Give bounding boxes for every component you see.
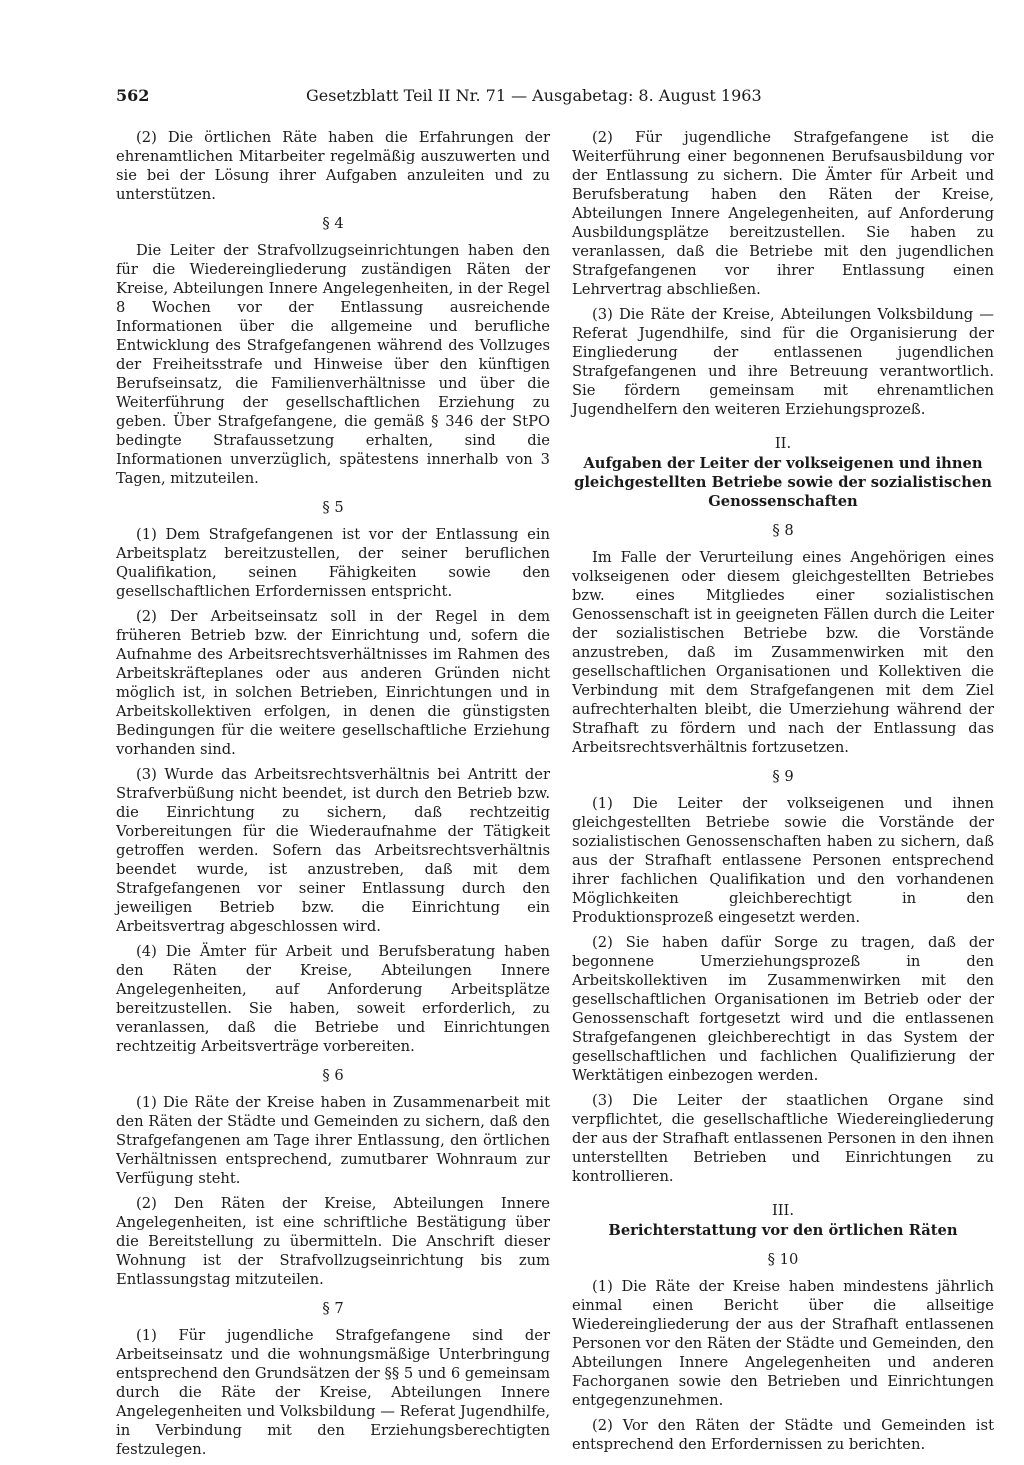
page-header [116, 86, 796, 105]
paragraph-s9-2: (2) Sie haben dafür Sorge zu tragen, daß der begonnene Umerziehungsprozeß in den Arbeitskollektiven im Zusammenwirken mit den gesellschaftlichen Organisationen im Betrieb oder der Genossenschaft fortgesetzt wird und die entlassenen Strafgefangenen gleichberechtigt in das System der gesellschaftlichen und fachlichen Qualifizierung der Werktätigen einbezogen werden. [572, 934, 994, 1084]
part-number-3: III. [771, 1202, 795, 1219]
part-title-3: Berichterstattung vor den örtlichen Räten [608, 1222, 958, 1239]
paragraph-s10-2: (2) Vor den Räten der Städte und Gemeinden ist entsprechend den Erfordernissen zu berichten. [572, 1417, 994, 1453]
left-column [116, 128, 550, 1465]
section-heading-4: § 4 [322, 215, 344, 232]
paragraph-s7-2: (2) Für jugendliche Strafgefangene ist die Weiterführung einer begonnenen Berufsausbildung vor der Entlassung zu sichern. Die Ämter für Arbeit und Berufsberatung haben den Räten der Kreise, Abteilungen Innere Angelegenheiten, auf Anforderung Ausbildungsplätze bereitzustellen. Sie haben zu veranlassen, daß die Betriebe mit den jugendlichen Strafgefangenen vor ihrer Entlassung einen Lehrvertrag abschließen. [572, 129, 994, 298]
section-heading-7: § 7 [322, 1300, 344, 1317]
section-heading-5: § 5 [322, 499, 344, 516]
paragraph-s9-1: (1) Die Leiter der volkseigenen und ihnen gleichgestellten Betriebe sowie die Vorstände der sozialistischen Genossenschaften haben zu sichern, daß aus der Strafhaft entlassene Personen entsprechend ihrer fachlichen Qualifikation und den vorhandenen Möglichkeiten gleichberechtigt in den Produktionsprozeß eingesetzt werden. [572, 795, 994, 926]
section-heading-6: § 6 [322, 1067, 344, 1084]
paragraph-s5-4: (4) Die Ämter für Arbeit und Berufsberatung haben den Räten der Kreise, Abteilungen Innere Angelegenheiten, auf Anforderung Arbeitsplätze bereitzustellen. Sie haben, soweit erforderlich, zu veranlassen, daß die Betriebe und Einrichtungen rechtzeitig Arbeitsverträge vorbereiten. [116, 943, 550, 1055]
section-heading-8: § 8 [772, 522, 794, 539]
gazette-issue-title: Gesetzblatt Teil II Nr. 71 — Ausgabetag: 8. August 1963 [306, 86, 762, 105]
paragraph-s6-1: (1) Die Räte der Kreise haben in Zusammenarbeit mit den Räten der Städte und Gemeinden zu sichern, daß den Strafgefangenen am Tage ihrer Entlassung, den örtlichen Verhältnissen entsprechend, zumutbarer Wohnraum zur Verfügung steht. [116, 1094, 550, 1187]
paragraph-s7-1: (1) Für jugendliche Strafgefangene sind der Arbeitseinsatz und die wohnungsmäßige Unterbringung entsprechend den Grundsätzen der §§ 5 und 6 gemeinsam durch die Räte der Kreise, Abteilungen Innere Angelegenheiten und Volksbildung — Referat Jugendhilfe, in Verbindung mit den Erziehungsberechtigten festzulegen. [116, 1327, 550, 1458]
paragraph-s5-2: (2) Der Arbeitseinsatz soll in der Regel in dem früheren Betrieb bzw. der Einrichtung und, sofern die Aufnahme des Arbeitsrechtsverhältnisses im Rahmen des Arbeitskräfteplanes oder aus anderen Gründen nicht möglich ist, in solchen Betrieben, Einrichtungen und in Arbeitskollektiven erfolgen, in denen die günstigsten Bedingungen für die weitere gesellschaftliche Erziehung vorhanden sind. [116, 608, 550, 758]
paragraph-s8: Im Falle der Verurteilung eines Angehörigen eines volkseigenen oder diesem gleichgestellten Betriebes bzw. eines Mitgliedes einer sozialistischen Genossenschaft ist in geeigneten Fällen durch die Leiter der sozialistischen Betriebe bzw. die Vorstände anzustreben, daß im Zusammenwirken mit den gesellschaftlichen Organisationen und Kollektiven die Verbindung mit dem Strafgefangenen mit dem Ziel aufrechterhalten bleibt, die Umerziehung während der Strafhaft zu fördern und nach der Entlassung das Arbeitsrechtsverhältnis fortzusetzen. [572, 549, 994, 756]
paragraph-s5-1: (1) Dem Strafgefangenen ist vor der Entlassung ein Arbeitsplatz bereitzustellen, der seiner beruflichen Qualifikation, seinen Fähigkeiten sowie den gesellschaftlichen Erfordernissen entspricht. [116, 526, 550, 600]
section-heading-10: § 10 [767, 1251, 799, 1268]
paragraph-s10-1: (1) Die Räte der Kreise haben mindestens jährlich einmal einen Bericht über die allseitige Wiedereingliederung der aus der Strafhaft entlassenen Personen vor den Räten der Städte und Gemeinden, den Abteilungen Innere Angelegenheiten und anderen Fachorganen sowie den Betrieben und Einrichtungen entgegenzunehmen. [572, 1278, 994, 1409]
part-title-2: Aufgaben der Leiter der volkseigenen und ihnen gleichgestellten Betriebe sowie der sozialistischen Genossenschaften [574, 455, 992, 510]
part-number-2: II. [774, 435, 792, 452]
paragraph-s9-3: (3) Die Leiter der staatlichen Organe sind verpflichtet, die gesellschaftliche Wiedereingliederung der aus der Strafhaft entlassenen Personen in den ihnen unterstellten Betrieben und Einrichtungen zu kontrollieren. [572, 1092, 994, 1185]
paragraph-s5-3: (3) Wurde das Arbeitsrechtsverhältnis bei Antritt der Strafverbüßung nicht beendet, ist durch den Betrieb bzw. die Einrichtung zu sichern, daß rechtzeitig Vorbereitungen für die Wiederaufnahme der Tätigkeit getroffen werden. Sofern das Arbeitsrechtsverhältnis beendet wurde, ist anzustreben, daß mit dem Strafgefangenen vor seiner Entlassung durch den jeweiligen Betrieb bzw. die Einrichtung ein Arbeitsvertrag abgeschlossen wird. [116, 766, 550, 935]
section-heading-9: § 9 [772, 768, 794, 785]
page-number: 562 [116, 86, 150, 105]
paragraph-s4: Die Leiter der Strafvollzugseinrichtungen haben den für die Wiedereingliederung zuständigen Räten der Kreise, Abteilungen Innere Angelegenheiten, in der Regel 8 Wochen vor der Entlassung ausreichende Informationen über die allgemeine und berufliche Entwicklung des Strafgefangenen während des Vollzuges der Freiheitsstrafe und Hinweise über den künftigen Berufseinsatz, die Familienverhältnisse und über die Weiterführung der gesellschaftlichen Erziehung zu geben. Über Strafgefangene, die gemäß § 346 der StPO bedingte Strafaussetzung erhalten, sind die Informationen unverzüglich, spätestens innerhalb von 3 Tagen, mitzuteilen. [116, 242, 550, 487]
paragraph-s7-3: (3) Die Räte der Kreise, Abteilungen Volksbildung — Referat Jugendhilfe, sind für die Organisierung der Eingliederung der entlassenen jugendlichen Strafgefangenen und ihre Betreuung verantwortlich. Sie fördern gemeinsam mit ehrenamtlichen Jugendhelfern den weiteren Erziehungsprozeß. [572, 306, 994, 418]
paragraph-s6-2: (2) Den Räten der Kreise, Abteilungen Innere Angelegenheiten, ist eine schriftliche Bestätigung über die Bereitstellung zu übermitteln. Die Anschrift dieser Wohnung ist der Strafvollzugseinrichtung bis zum Entlassungstag mitzuteilen. [116, 1195, 550, 1288]
right-column [572, 128, 994, 1460]
paragraph-s3-2: (2) Die örtlichen Räte haben die Erfahrungen der ehrenamtlichen Mitarbeiter regelmäßig auszuwerten und sie bei der Lösung ihrer Aufgaben anzuleiten und zu unterstützen. [116, 129, 550, 203]
